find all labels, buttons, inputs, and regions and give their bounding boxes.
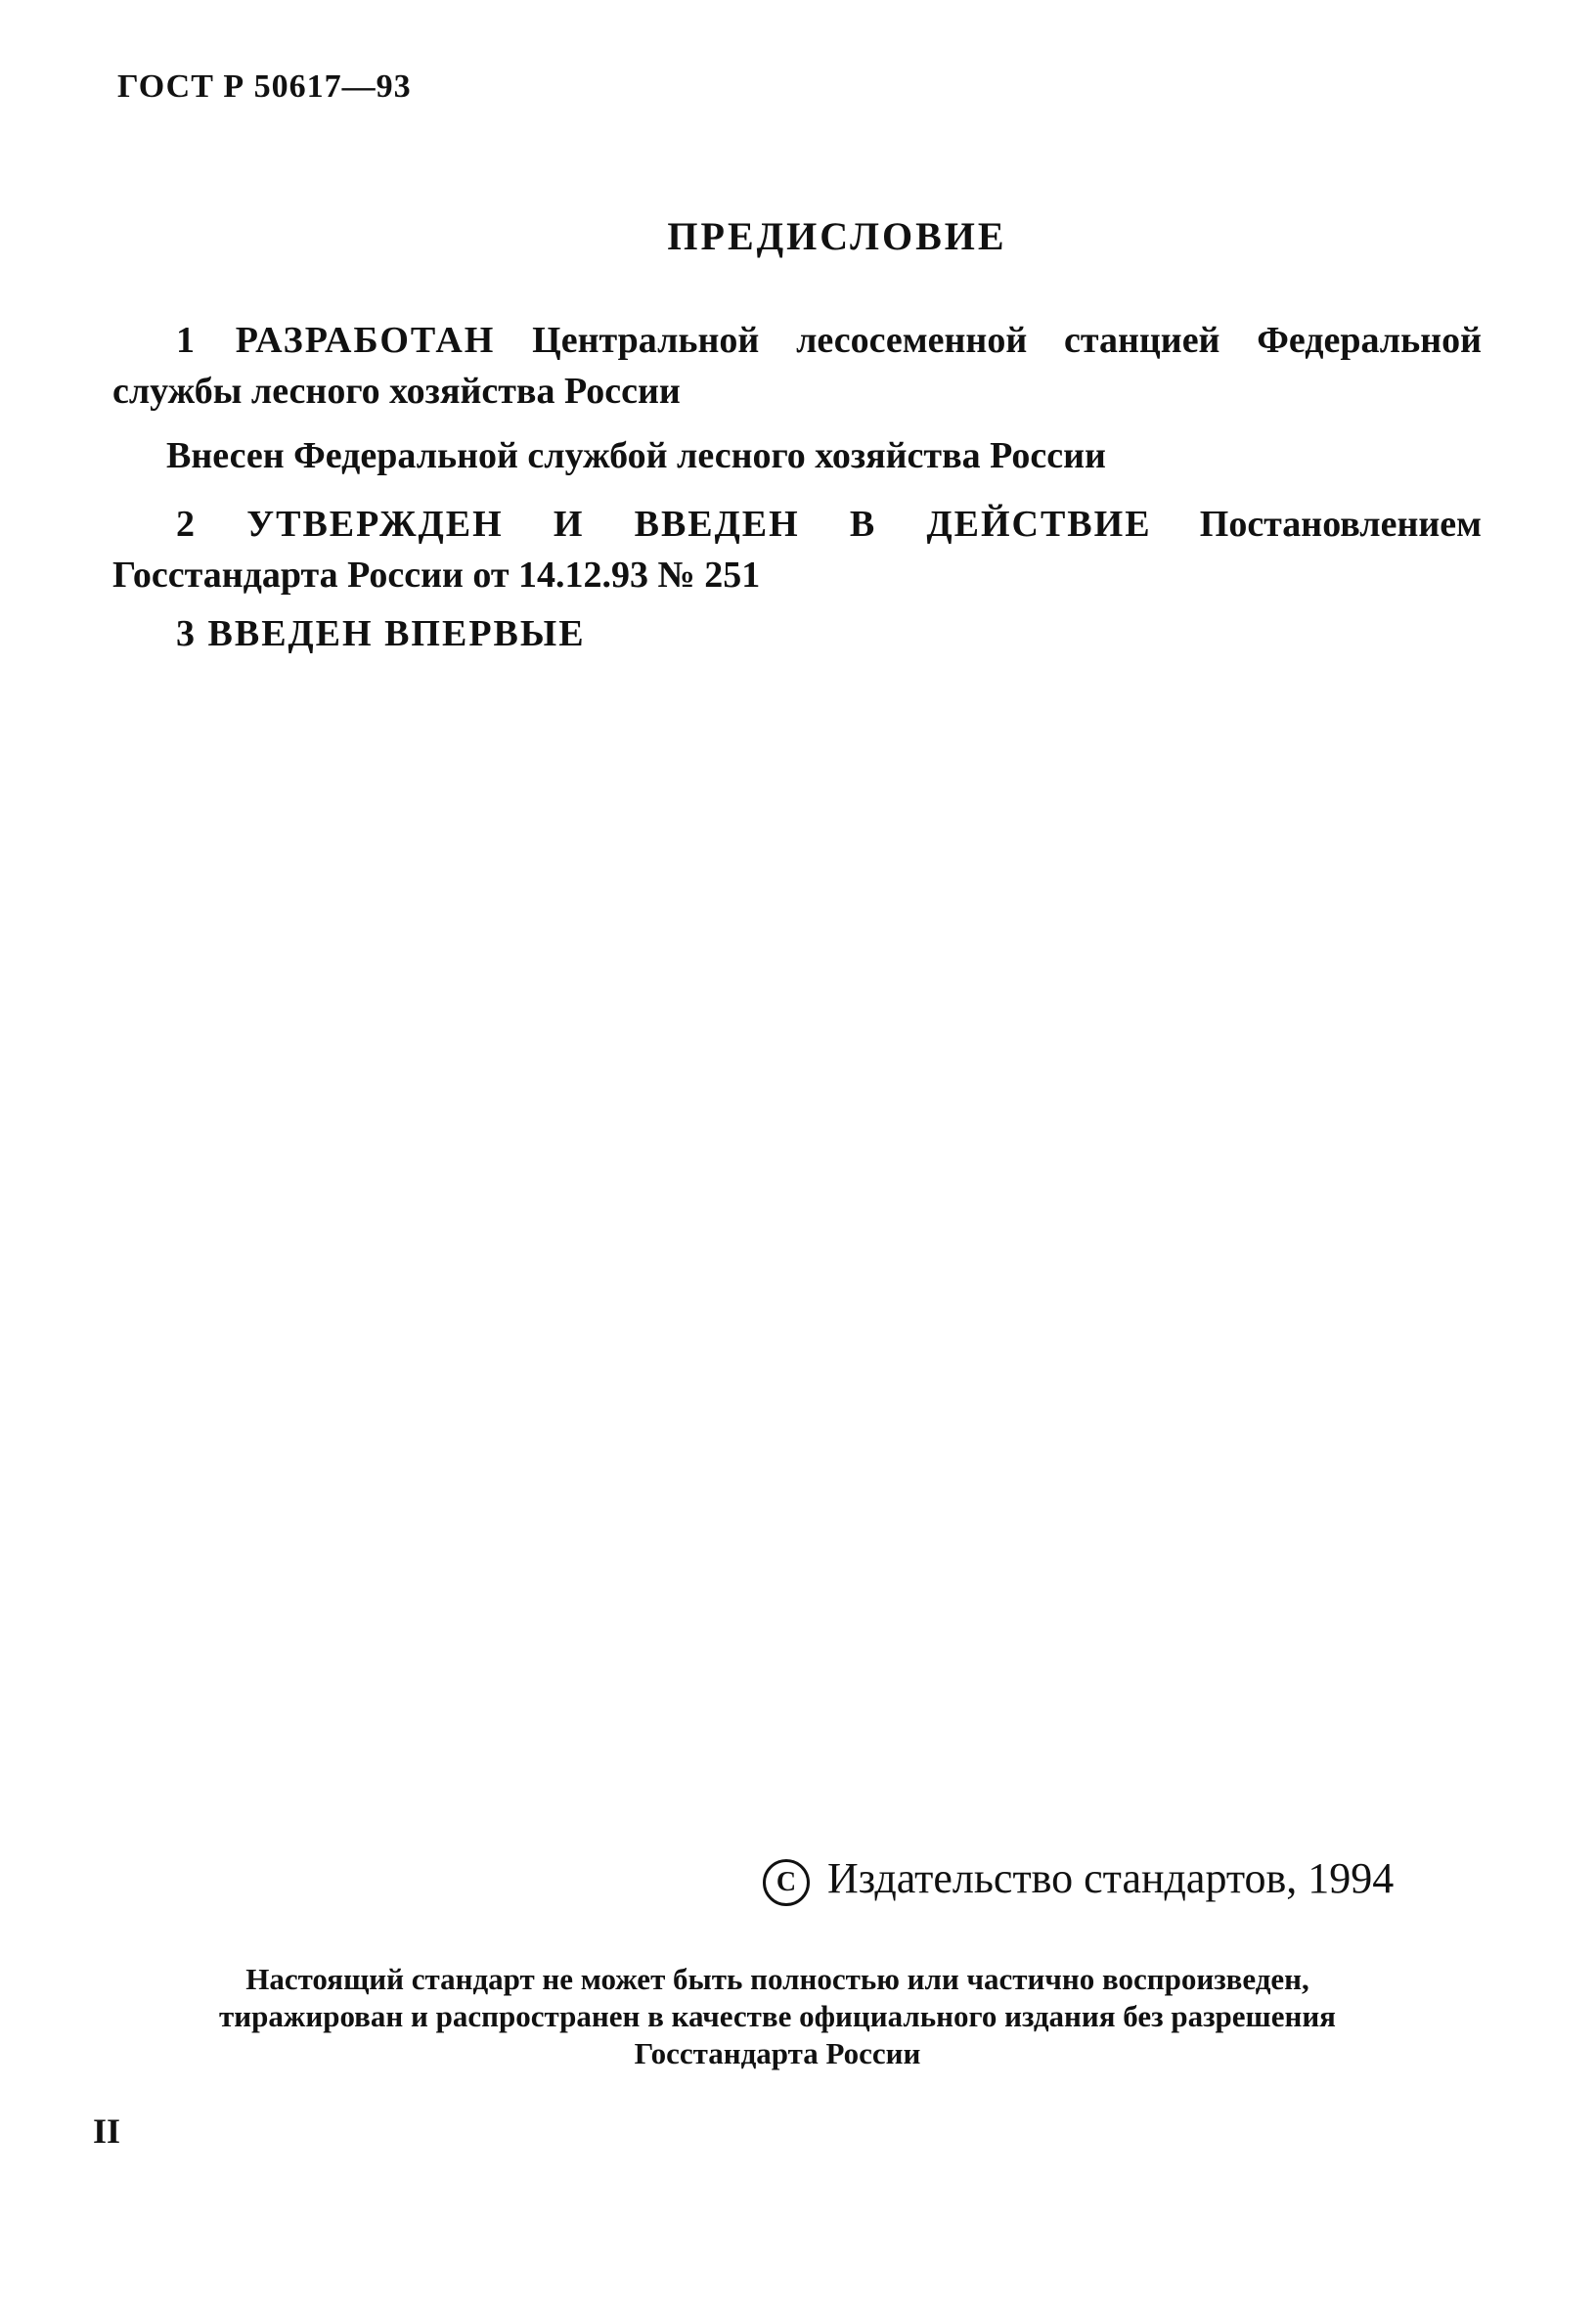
document-code: ГОСТ Р 50617—93 <box>117 68 412 105</box>
notice-line-3: Госстандарта России <box>634 2036 921 2070</box>
item-1-lead: 1 РАЗРАБОТАН <box>176 320 496 361</box>
reproduction-notice <box>93 1961 1462 2072</box>
notice-line-2: тиражирован и распространен в качестве официального издания без разрешения <box>219 1999 1336 2033</box>
item-2-text: Постановлением Госстандарта России от 14.12.93 № 251 <box>112 504 1483 596</box>
notice-line-1: Настоящий стандарт не может быть полностью или частично воспроизведен, <box>245 1962 1309 1996</box>
item-2-lead: 2 УТВЕРЖДЕН И ВВЕДЕН В ДЕЙСТВИЕ <box>176 504 1152 545</box>
preface-item-3 <box>176 608 1447 659</box>
copyright-text: Издательство стандартов, 1994 <box>827 1854 1395 1902</box>
item-introduced-text: Внесен Федеральной службой лесного хозяйства России <box>166 435 1106 476</box>
page-number: II <box>93 2111 121 2151</box>
copyright-line <box>763 1853 1394 1906</box>
preface-item-2 <box>112 499 1482 600</box>
preface-item-1 <box>112 315 1482 417</box>
item-1-text: Центральной лесосеменной станцией Федеральной службы лесного хозяйства России <box>112 320 1483 412</box>
section-heading: ПРЕДИСЛОВИЕ <box>667 214 1007 258</box>
preface-item-introduced <box>166 430 1438 481</box>
copyright-icon: C <box>763 1859 810 1906</box>
item-3-lead: 3 ВВЕДЕН ВПЕРВЫЕ <box>176 613 586 654</box>
